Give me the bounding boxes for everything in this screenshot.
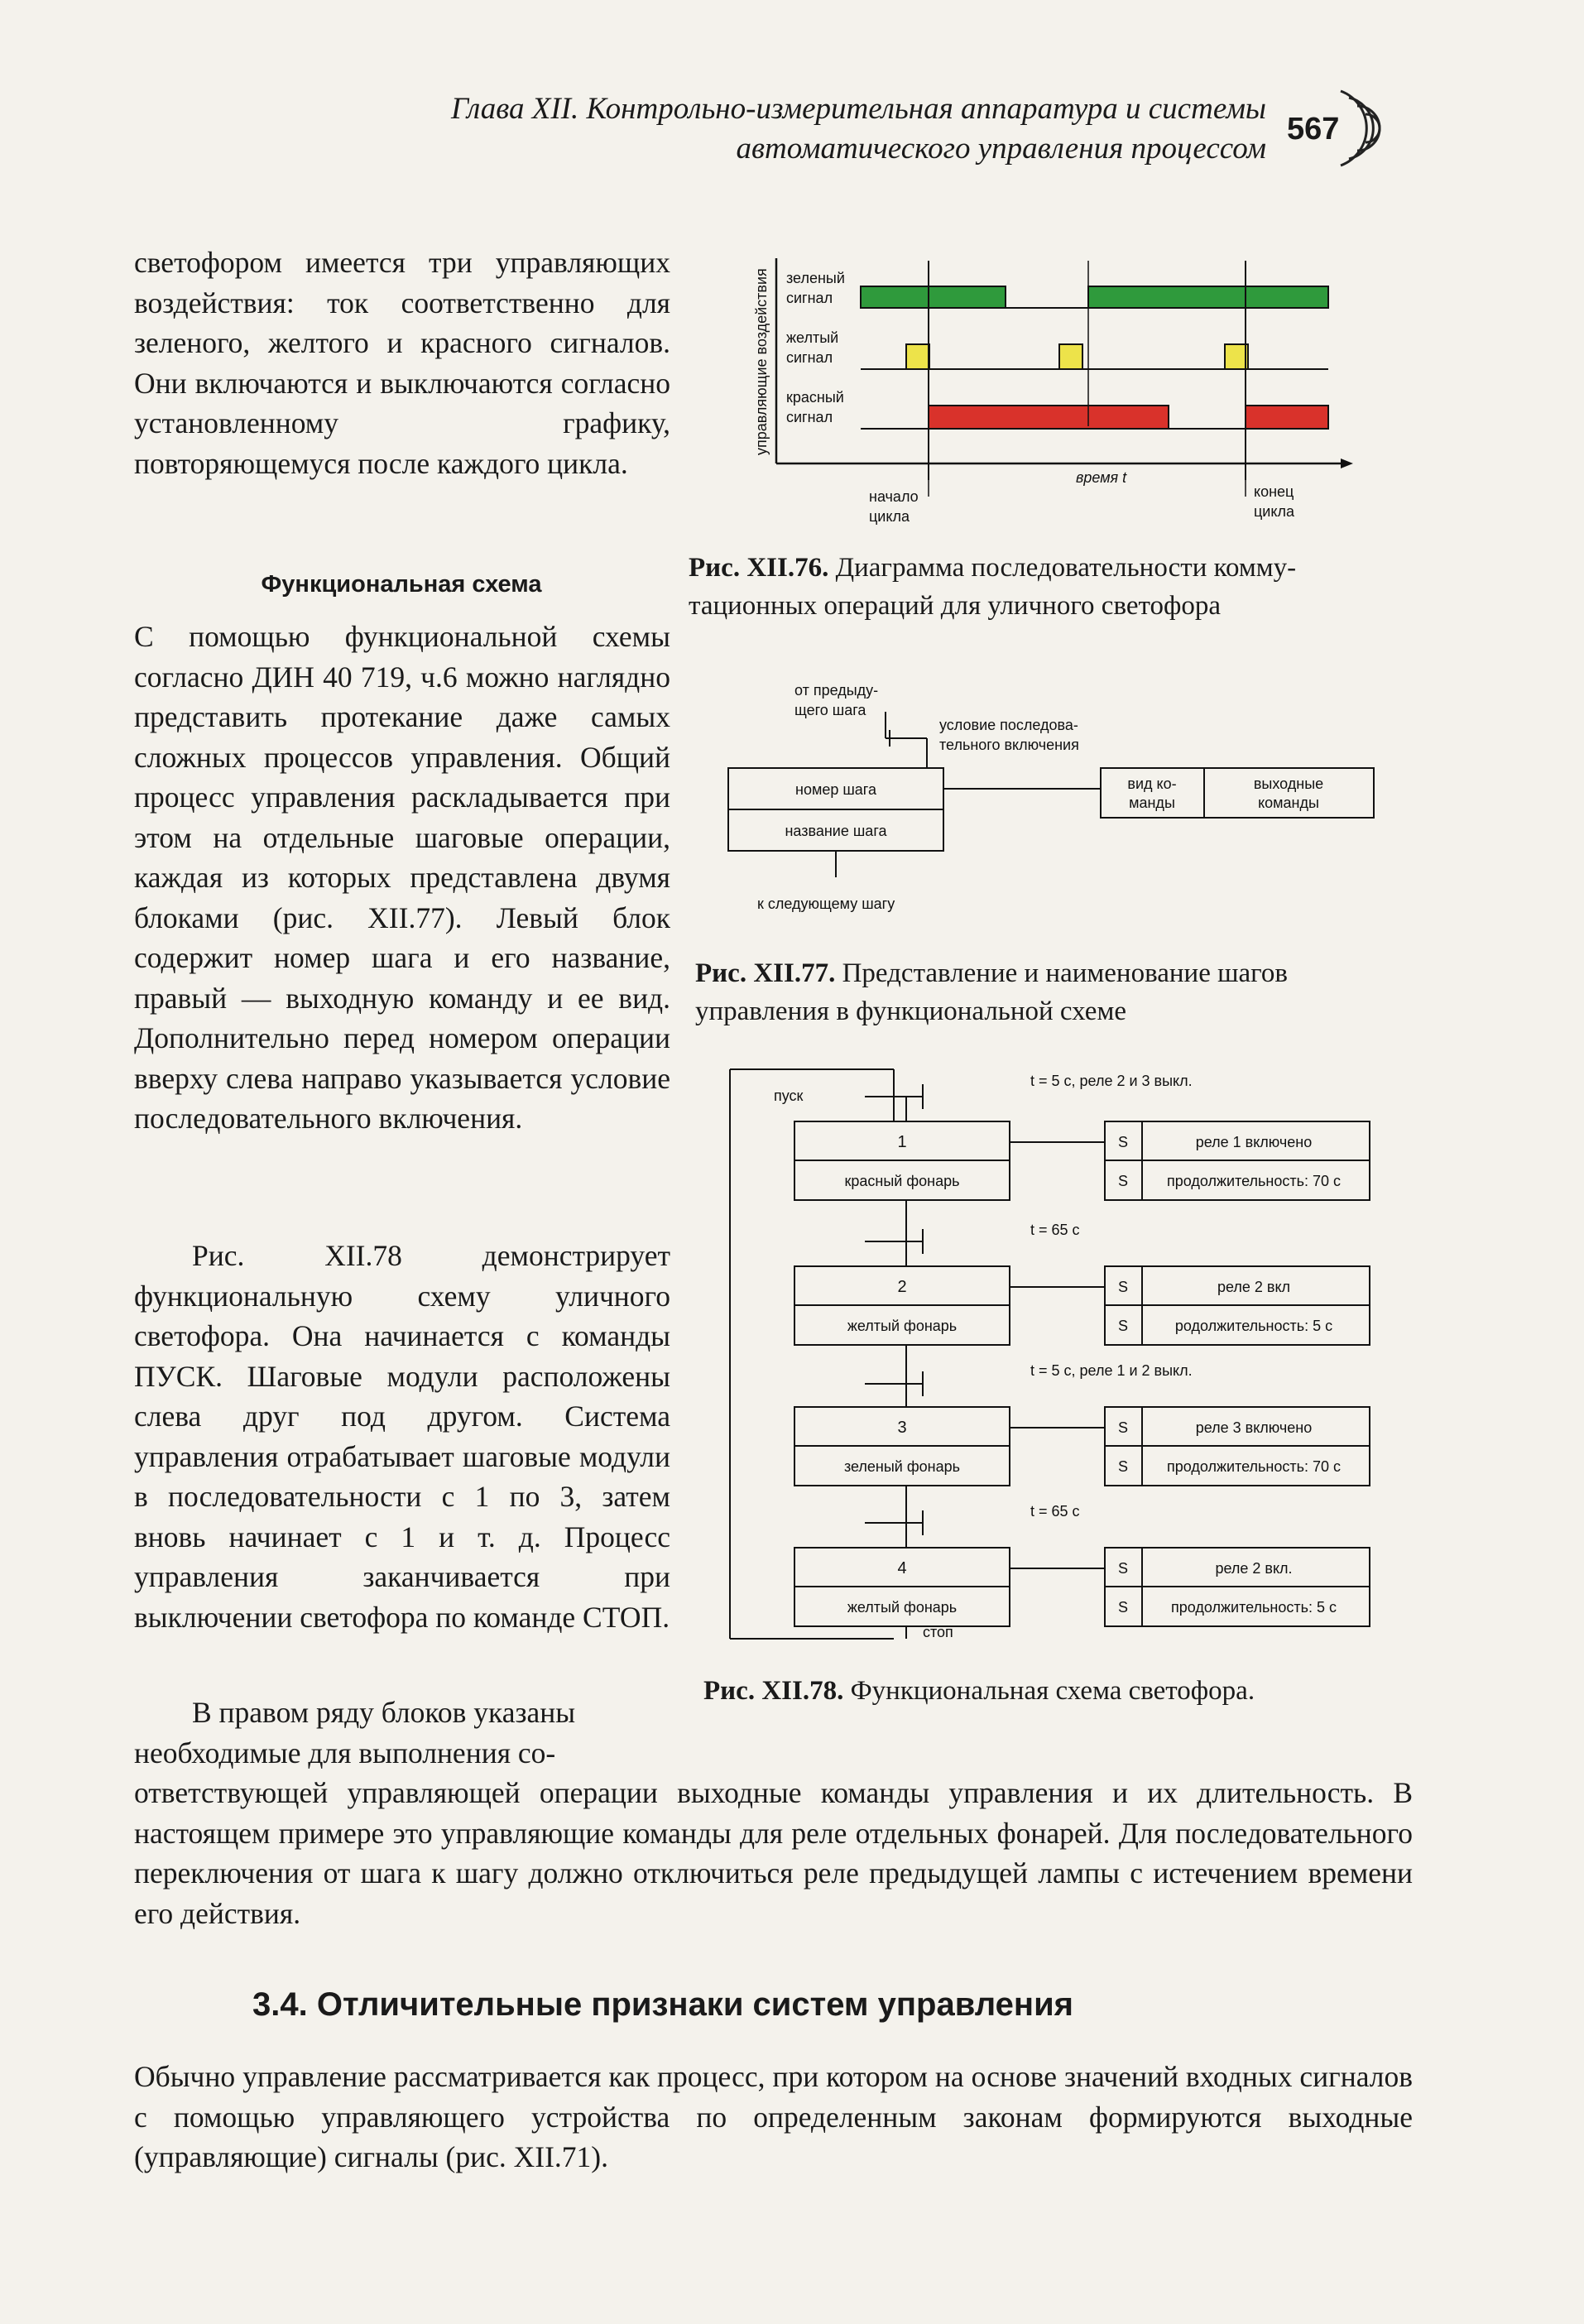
fig76-yellow-l2: сигнал xyxy=(786,349,833,366)
fig77-cmd-type-l1: вид ко- xyxy=(1127,775,1177,792)
fig76-end-l2: цикла xyxy=(1254,503,1294,520)
paragraph-4-start: В правом ряду блоков указаны необходимые для выполнения со- xyxy=(134,1696,576,1769)
fig77-out-cmd-l1: выходные xyxy=(1253,775,1324,792)
fig78-step2-name: желтый фонарь xyxy=(847,1318,958,1334)
fig78-step1-cond: t = 5 с, реле 2 и 3 выкл. xyxy=(1030,1073,1193,1089)
fig76-red-l1: красный xyxy=(786,389,844,406)
header-line-2: автоматического управления процессом xyxy=(736,132,1266,166)
fig78-step1-name: красный фонарь xyxy=(844,1173,960,1189)
fig77-from-prev-l2: щего шага xyxy=(794,702,866,718)
fig76-yellow-pulse-1 xyxy=(906,344,929,369)
fig78-caption xyxy=(703,1672,1423,1710)
fig76-green-pulse-2 xyxy=(1088,286,1328,308)
fig77-condition-l2: тельного включения xyxy=(939,737,1079,753)
fig76-caption-text1: Диаграмма последовательности комму- xyxy=(835,553,1297,583)
fig76-red-pulse-2 xyxy=(1246,406,1328,429)
paragraph-last: Обычно управление рассматривается как процесс, при котором на основе значений входных сигналов с помощью управляющего устройства по определенным законам формируются выходные (управляющие) сигналы (рис. XII.71). xyxy=(134,2060,1413,2173)
fig76-time-label: время t xyxy=(1076,469,1127,486)
paragraph-4-cont: ответствующей управляющей операции выходные команды управления и их длительность. В настоящем примере это управляющие команды для реле отдельных фонарей. Для последовательного переключения от шага к шагу должно отключиться реле предыдущей лампы с истечением времени его действия. xyxy=(134,1776,1413,1930)
paragraph-2: С помощью функциональной схемы согласно ДИН 40 719, ч.6 можно наглядно представить протекание даже самых сложных процессов управления. Общий процесс управления раскладывается при этом на отдельные шаговые операции, каждая из которых представлена двумя блоками (рис. XII.77). Левый блок содержит номер шага и его название, правый — выходную команду и ее вид. Дополнительно перед номером операции вверху слева направо указывается условие последовательного включения. xyxy=(134,620,670,1135)
page-ornament-icon xyxy=(1337,83,1386,174)
fig78-step4-r1-text: реле 2 вкл. xyxy=(1215,1560,1293,1577)
figure-76-timing-diagram xyxy=(745,248,1423,530)
fig78-step3-r1-text: реле 3 включено xyxy=(1195,1419,1313,1436)
fig77-from-prev-l1: от предыду- xyxy=(794,682,879,699)
fig78-step1-r1-type: S xyxy=(1117,1134,1129,1150)
fig78-step3-r2-text: продолжительность: 70 с xyxy=(1166,1458,1342,1475)
fig78-step-2 xyxy=(794,1222,1370,1407)
fig76-start-l1: начало xyxy=(869,488,919,505)
fig77-caption-num: Рис. XII.77. xyxy=(695,958,836,988)
fig77-step-name: название шага xyxy=(785,823,887,839)
fig77-out-cmd-l2: команды xyxy=(1258,795,1319,811)
fig76-start-l2: цикла xyxy=(869,508,910,525)
paragraph-3: Рис. XII.78 демонстрирует функциональную схему уличного светофора. Она начинается с команды ПУСК. Шаговые модули расположены слева друг под другом. Система управления отрабатывает шаговые модули в последовательности с 1 по 3, затем вновь начинает с 1 и т. д. Процесс управления заканчивается при выключении светофора по команде СТОП. xyxy=(134,1239,670,1634)
fig77-caption-text1: Представление и наименование шагов xyxy=(842,958,1288,988)
fig77-caption-text2: управления в функциональной схеме xyxy=(695,996,1126,1026)
fig76-green-l1: зеленый xyxy=(786,270,845,286)
fig78-step2-cond: t = 65 с xyxy=(1030,1222,1080,1238)
fig78-step3-num: 3 xyxy=(897,1419,907,1437)
fig76-green-pulse-1 xyxy=(861,286,1006,308)
fig78-step2-r1-text: реле 2 вкл xyxy=(1217,1279,1291,1295)
figure-78-traffic-light-scheme xyxy=(720,1059,1399,1664)
fig76-caption xyxy=(689,549,1417,625)
fig76-yellow-pulse-2 xyxy=(1059,344,1082,369)
fig78-step-3 xyxy=(794,1362,1370,1548)
section-title: 3.4. Отличительные признаки систем управления xyxy=(252,1986,1073,2023)
fig78-step3-r1-type: S xyxy=(1117,1419,1129,1436)
fig76-end-l1: конец xyxy=(1254,483,1294,500)
fig76-yellow-pulse-3 xyxy=(1225,344,1248,369)
fig78-step2-r2-text: родолжительность: 5 с xyxy=(1174,1318,1333,1334)
fig78-step4-r2-text: продолжительность: 5 с xyxy=(1170,1599,1337,1616)
fig78-step3-cond: t = 5 с, реле 1 и 2 выкл. xyxy=(1030,1362,1193,1379)
paragraph-1: светофором имеется три управляющих воздействия: ток соответственно для зеленого, желтого и красного сигналов. Они включаются и выключаются согласно установленному графику, повторяющемуся после каждого цикла. xyxy=(134,246,670,480)
fig76-caption-text2: тационных операций для уличного светофора xyxy=(689,591,1222,621)
fig78-step1-r1-text: реле 1 включено xyxy=(1195,1134,1313,1150)
fig78-step3-r2-type: S xyxy=(1117,1458,1129,1475)
fig78-step1-num: 1 xyxy=(897,1133,907,1151)
fig76-red-l2: сигнал xyxy=(786,409,833,425)
fig78-step4-num: 4 xyxy=(897,1559,907,1577)
header-line-1: Глава XII. Контрольно-измерительная аппаратура и системы xyxy=(451,92,1266,126)
fig78-start: пуск xyxy=(774,1088,804,1104)
fig78-step1-r2-type: S xyxy=(1117,1173,1129,1189)
fig78-step-1 xyxy=(794,1073,1370,1266)
page-number: 567 xyxy=(1287,112,1340,146)
fig78-step4-name: желтый фонарь xyxy=(847,1599,958,1616)
fig78-caption-text: Функциональная схема светофора. xyxy=(850,1676,1255,1706)
fig78-step2-num: 2 xyxy=(897,1278,907,1296)
figure-77-step-representation xyxy=(712,670,1390,919)
fig76-axis-label: управляющие воздействия xyxy=(753,268,770,455)
fig77-caption xyxy=(695,954,1423,1030)
fig78-step3-name: зеленый фонарь xyxy=(843,1458,961,1475)
fig77-cmd-type-l2: манды xyxy=(1129,795,1175,811)
fig78-stop: стоп xyxy=(923,1624,953,1640)
fig78-step4-cond: t = 65 с xyxy=(1030,1503,1080,1520)
subheading-functional-scheme: Функциональная схема xyxy=(261,571,542,598)
fig78-step4-r2-type: S xyxy=(1117,1599,1129,1616)
running-header xyxy=(273,89,1266,169)
fig77-step-number: номер шага xyxy=(795,781,876,798)
fig78-step1-r2-text: продолжительность: 70 с xyxy=(1166,1173,1342,1189)
fig78-step2-r1-type: S xyxy=(1117,1279,1129,1295)
fig78-step4-r1-type: S xyxy=(1117,1560,1129,1577)
fig77-to-next: к следующему шагу xyxy=(757,896,895,912)
fig78-step-4 xyxy=(794,1503,1370,1639)
fig78-caption-num: Рис. XII.78. xyxy=(703,1676,844,1706)
fig77-condition-l1: условие последова- xyxy=(939,717,1078,733)
fig78-step2-r2-type: S xyxy=(1117,1318,1129,1334)
fig76-red-pulse xyxy=(929,406,1169,429)
fig76-green-l2: сигнал xyxy=(786,290,833,306)
fig76-caption-num: Рис. XII.76. xyxy=(689,553,829,583)
fig76-yellow-l1: желтый xyxy=(786,329,839,346)
